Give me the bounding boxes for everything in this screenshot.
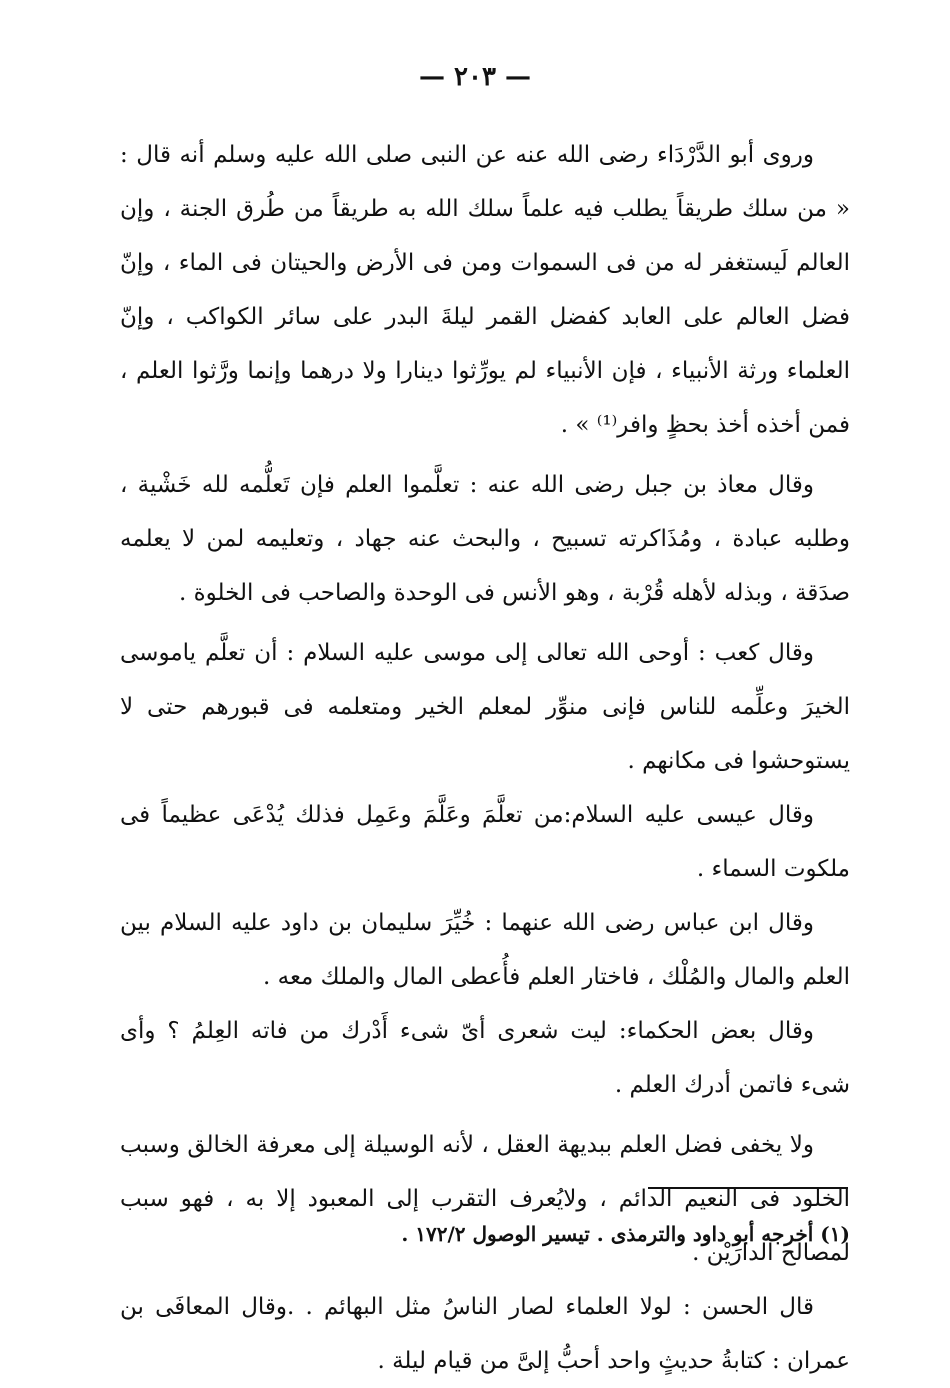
paragraph-abu-darda: وروى أبو الدَّرْدَاء رضى الله عنه عن النبى صلى الله عليه وسلم أنه قال : « من سلك طريقاً يطلب فيه علماً سلك الله به طريقاً من طُرق الجنة ، وإن العالم لَيستغفر له من فى السموات ومن فى الأرض والحيتان فى الماء ، وإنّ فضل العالم على العابد كفضل القمر ليلةَ البدر على سائر الكواكب ، وإنّ العلماء ورثة الأنبياء ، فإن الأنبياء لم يورِّثوا دينارا ولا درهما وإنما ورَّثوا العلم ، فمن أخذه أخذ بحظٍ وافر⁽¹⁾ » .	[120, 142, 850, 438]
page-number: — ٢٠٣ —	[418, 62, 532, 92]
paragraph-ibn-abbas: وقال ابن عباس رضى الله عنهما : خُيِّرَ سليمان بن داود عليه السلام بين العلم والمال والمُلْك ، فاختار العلم فأُعطى المال والملك معه .	[120, 910, 850, 990]
paragraph-hukama: وقال بعض الحكماء: ليت شعرى أىّ شىء أَدْرك من فاته العِلمُ ؟ وأى شىء فاتمن أدرك العلم .	[120, 1018, 850, 1098]
paragraph-muadh: وقال معاذ بن جبل رضى الله عنه : تعلَّموا العلم فإن تَعلُّمه لله خَشْية ، وطلبه عبادة ، ومُذَاكرته تسبيح ، والبحث عنه جهاد ، وتعليمه لمن لا يعلمه صدَقة ، وبذله لأهله قُرْبة ، وهو الأنس فى الوحدة والصاحب فى الخلوة .	[120, 472, 850, 606]
main-text	[120, 128, 850, 1388]
footnote-divider	[648, 1187, 848, 1189]
paragraph-isa: وقال عيسى عليه السلام:من تعلَّمَ وعَلَّمَ وعَمِل فذلك يُدْعَى عظيماً فى ملكوت السماء .	[120, 802, 850, 882]
paragraph-kaab: وقال كعب : أوحى الله تعالى إلى موسى عليه السلام : أن تعلَّم ياموسى الخيرَ وعلِّمه للناس فإنى منوِّر لمعلم الخير ومتعلمه فى قبورهم حتى لا يستوحشوا فى مكانهم .	[120, 640, 850, 774]
footnote: (١) أخرجه أبو داود والترمذى . تيسير الوصول ١٧٢/٢ .	[401, 1222, 850, 1246]
paragraph-fadl-al-ilm: ولا يخفى فضل العلم ببديهة العقل ، لأنه الوسيلة إلى معرفة الخالق وسبب الخلود فى النعيم الدائم ، ولايُعرف التقرب إلى المعبود إلا به ، فهو سبب لمصالح الدارَيْن .	[120, 1132, 850, 1266]
paragraph-hasan: قال الحسن : لولا العلماء لصار الناسُ مثل البهائم . .وقال المعافَى بن عمران : كتابةُ حديثٍ واحد أحبُّ إلىَّ من قيام ليلة .	[120, 1294, 850, 1374]
